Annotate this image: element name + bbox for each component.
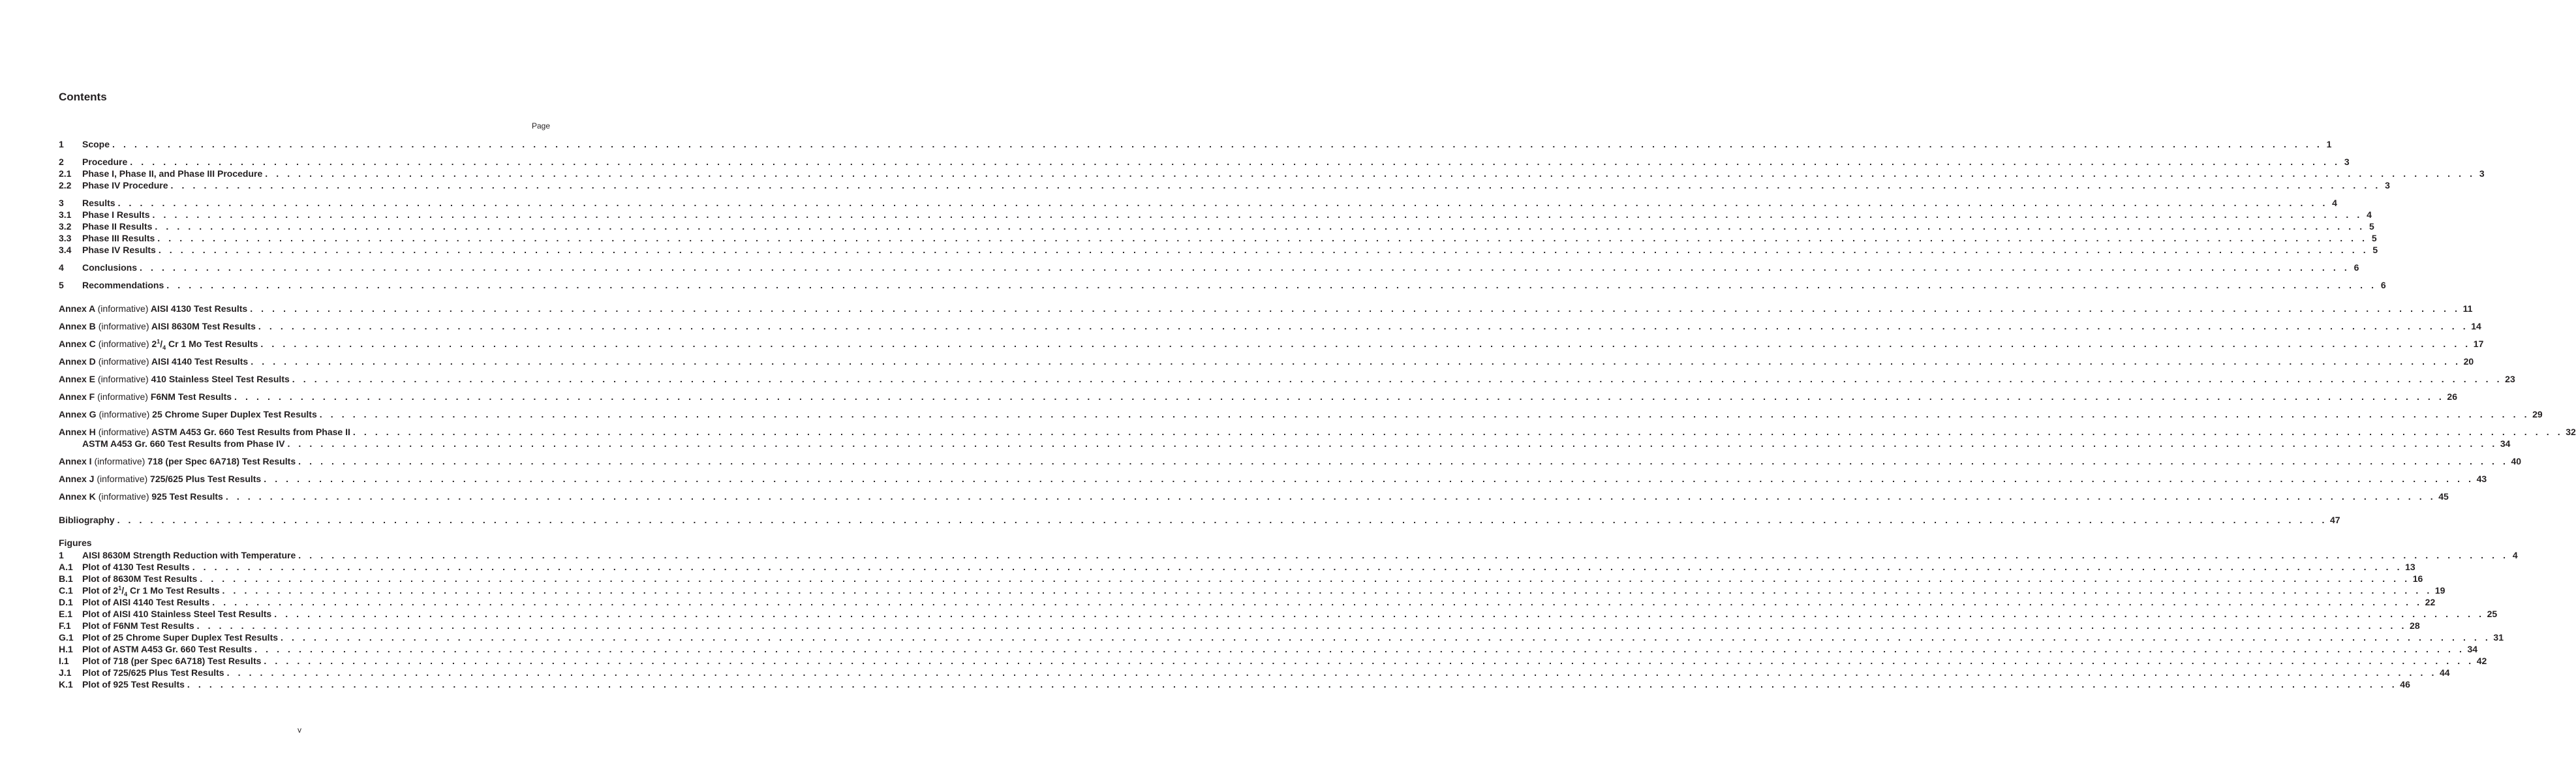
annex-name: Annex D [59,356,96,367]
figure-number: F.1 [59,620,71,631]
figure-number: K.1 [59,679,73,690]
figure-entry[interactable] [59,608,2498,620]
figure-number: I.1 [59,656,69,666]
dot-leader: . . . . . . . . . . . . . . . . . . . . . . . . . . . . . . . . . . . . . . . . . . . . . . . . . . . . . . . . . . . . . . . . . . . . . . . . . . . . . . . . . . . . . . . . . . . . . . . . . . . . . . . . . . . . . . . . . . . . . . . . . . . . . . . . . . . . . . . . . . . . . . . . . . . . . . . . . . . . . . . . . . . . . . . . . . . . . . . . . . . . . . . . . . . . . . . . . . . . . . . . [287,438,2498,449]
dot-leader: . . . . . . . . . . . . . . . . . . . . . . . . . . . . . . . . . . . . . . . . . . . . . . . . . . . . . . . . . . . . . . . . . . . . . . . . . . . . . . . . . . . . . . . . . . . . . . . . . . . . . . . . . . . . . . . . . . . . . . . . . . . . . . . . . . . . . . . . . . . . . . . . . . . . . . . . . . . . . . . . . . . . . . . . . . . . . . . . . . . . . . . . . . . . . . . . . . . . . . . . [170,180,2381,190]
annex-title: AISI 8630M Test Results [151,321,256,331]
annex-label [59,473,261,485]
entry-label: Procedure [82,157,128,167]
figure-title: Cr 1 Mo Test Results [130,585,220,596]
figure-number: D.1 [59,597,73,607]
toc-entry[interactable] [59,168,2485,179]
figure-entry[interactable] [59,678,2410,690]
annex-entry[interactable] [59,391,2457,403]
annex-name: Annex E [59,374,96,384]
annex-informative: (informative) [94,456,146,466]
entry-page: 45 [2438,491,2449,502]
figure-number: H.1 [59,644,73,654]
entry-label: Recommendations [82,280,164,290]
annex-label [82,438,284,449]
figure-number: E.1 [59,609,73,619]
figure-title: Plot of 718 (per Spec 6A718) Test Results [82,656,262,666]
entry-page: 26 [2447,391,2457,402]
annex-title: F6NM Test Results [150,391,232,402]
annex-entry[interactable] [59,455,2522,467]
figure-title: AISI 8630M Strength Reduction with Temperature [82,550,296,560]
annex-label [59,491,223,502]
entry-page: 19 [2434,585,2446,596]
entry-page: 3 [2344,157,2350,167]
figure-entry[interactable] [59,631,2504,643]
dot-leader: . . . . . . . . . . . . . . . . . . . . . . . . . . . . . . . . . . . . . . . . . . . . . . . . . . . . . . . . . . . . . . . . . . . . . . . . . . . . . . . . . . . . . . . . . . . . . . . . . . . . . . . . . . . . . . . . . . . . . . . . . . . . . . . . . . . . . . . . . . . . . . . . . . . . . . . . . . . . . . . . . . . . . . . . . . . . . . . . . . . . . . . . . . . . . . . . . . . . . . . . [254,644,2465,654]
figure-entry[interactable] [59,620,2420,631]
entry-number: 1 [59,139,64,149]
dot-leader: . . . . . . . . . . . . . . . . . . . . . . . . . . . . . . . . . . . . . . . . . . . . . . . . . . . . . . . . . . . . . . . . . . . . . . . . . . . . . . . . . . . . . . . . . . . . . . . . . . . . . . . . . . . . . . . . . . . . . . . . . . . . . . . . . . . . . . . . . . . . . . . . . . . . . . . . . . . . . . . . . . . . . . . . . . . . . . . . . . . . . . . . . . . . . . . . . . . . . . . . [319,409,2530,419]
figure-label [82,549,296,561]
entry-page: 28 [2410,620,2420,631]
dot-leader: . . . . . . . . . . . . . . . . . . . . . . . . . . . . . . . . . . . . . . . . . . . . . . . . . . . . . . . . . . . . . . . . . . . . . . . . . . . . . . . . . . . . . . . . . . . . . . . . . . . . . . . . . . . . . . . . . . . . . . . . . . . . . . . . . . . . . . . . . . . . . . . . . . . . . . . . . . . . . . . . . . . . . . . . . . . . . . . . . . . . . . . . . . . . . . . . . . . . . . . . [192,562,2403,572]
entry-page: 40 [2511,456,2522,466]
entry-label: Results [82,198,115,208]
figure-title: Plot of 25 Chrome Super Duplex Test Results [82,632,279,643]
toc-entry[interactable] [59,156,2350,168]
figure-title: Plot of F6NM Test Results [82,620,194,631]
figure-label [82,667,224,678]
annex-title: Cr 1 Mo Test Results [168,339,258,349]
figure-number: 1 [59,550,64,560]
annex-name: Annex C [59,339,96,349]
figure-number: B.1 [59,573,73,584]
annex-title: 925 Test Results [151,491,223,502]
figure-entry[interactable] [59,585,2446,598]
entry-label: Conclusions [82,262,138,273]
dot-leader: . . . . . . . . . . . . . . . . . . . . . . . . . . . . . . . . . . . . . . . . . . . . . . . . . . . . . . . . . . . . . . . . . . . . . . . . . . . . . . . . . . . . . . . . . . . . . . . . . . . . . . . . . . . . . . . . . . . . . . . . . . . . . . . . . . . . . . . . . . . . . . . . . . . . . . . . . . . . . . . . . . . . . . . . . . . . . . . . . . . . . . . . . . . . . . . . . . . . . . . . [352,427,2564,437]
entry-label: Phase I, Phase II, and Phase III Procedure [82,168,263,179]
dot-leader: . . . . . . . . . . . . . . . . . . . . . . . . . . . . . . . . . . . . . . . . . . . . . . . . . . . . . . . . . . . . . . . . . . . . . . . . . . . . . . . . . . . . . . . . . . . . . . . . . . . . . . . . . . . . . . . . . . . . . . . . . . . . . . . . . . . . . . . . . . . . . . . . . . . . . . . . . . . . . . . . . . . . . . . . . . . . . . . . . . . . . . . . . . . . . . . . . . . . . . . . [157,233,2368,243]
annex-entry[interactable] [59,320,2481,332]
entry-number: 3 [59,198,64,208]
entry-label: Phase I Results [82,209,150,220]
entry-page: 44 [2439,667,2450,678]
entry-page: 5 [2372,245,2378,255]
fraction-numerator: 1 [118,585,122,592]
annex-informative: (informative) [98,427,149,437]
fraction-numerator: 1 [157,338,161,345]
annex-label [59,338,258,350]
dot-leader: . . . . . . . . . . . . . . . . . . . . . . . . . . . . . . . . . . . . . . . . . . . . . . . . . . . . . . . . . . . . . . . . . . . . . . . . . . . . . . . . . . . . . . . . . . . . . . . . . . . . . . . . . . . . . . . . . . . . . . . . . . . . . . . . . . . . . . . . . . . . . . . . . . . . . . . . . . . . . . . . . . . . . . . . . . . . . . . . . . . . . . . . . . . . . . . . . . . . . . . . [260,339,2471,349]
title-fraction-whole: 2 [151,339,157,349]
dot-leader: . . . . . . . . . . . . . . . . . . . . . . . . . . . . . . . . . . . . . . . . . . . . . . . . . . . . . . . . . . . . . . . . . . . . . . . . . . . . . . . . . . . . . . . . . . . . . . . . . . . . . . . . . . . . . . . . . . . . . . . . . . . . . . . . . . . . . . . . . . . . . . . . . . . . . . . . . . . . . . . . . . . . . . . . . . . . . . . . . . . . . . . . . . . . . . . . . . . . . . . . [187,679,2398,690]
annex-name: Annex B [59,321,96,331]
dot-leader: . . . . . . . . . . . . . . . . . . . . . . . . . . . . . . . . . . . . . . . . . . . . . . . . . . . . . . . . . . . . . . . . . . . . . . . . . . . . . . . . . . . . . . . . . . . . . . . . . . . . . . . . . . . . . . . . . . . . . . . . . . . . . . . . . . . . . . . . . . . . . . . . . . . . . . . . . . . . . . . . . . . . . . . . . . . . . . . . . . . . . . . . . . . . . . . . . . . . . . . . [212,597,2423,607]
figure-number: A.1 [59,562,73,572]
annex-entry[interactable] [59,303,2473,314]
dot-leader: . . . . . . . . . . . . . . . . . . . . . . . . . . . . . . . . . . . . . . . . . . . . . . . . . . . . . . . . . . . . . . . . . . . . . . . . . . . . . . . . . . . . . . . . . . . . . . . . . . . . . . . . . . . . . . . . . . . . . . . . . . . . . . . . . . . . . . . . . . . . . . . . . . . . . . . . . . . . . . . . . . . . . . . . . . . . . . . . . . . . . . . . . . . . . . . . . . . . . . . . [265,168,2476,179]
entry-number: 4 [59,262,64,273]
annex-label [59,320,256,332]
annex-label [59,303,247,314]
figure-number: C.1 [59,585,73,596]
annex-informative: (informative) [97,374,149,384]
figures-heading: Figures [59,538,92,548]
annex-name: Annex A [59,303,95,314]
figure-entry[interactable] [59,655,2487,667]
page-folio: v [298,725,301,735]
annex-entry[interactable] [59,408,2543,420]
figure-label [82,585,219,596]
entry-page: 34 [2500,438,2511,449]
figure-label [82,608,271,620]
entry-page: 3 [2385,180,2390,190]
toc-entry[interactable] [59,220,2374,232]
figure-entry[interactable] [59,667,2450,678]
entry-page: 13 [2405,562,2415,572]
entry-number: 2.2 [59,180,72,190]
figure-entry[interactable] [59,549,2518,561]
dot-leader: . . . . . . . . . . . . . . . . . . . . . . . . . . . . . . . . . . . . . . . . . . . . . . . . . . . . . . . . . . . . . . . . . . . . . . . . . . . . . . . . . . . . . . . . . . . . . . . . . . . . . . . . . . . . . . . . . . . . . . . . . . . . . . . . . . . . . . . . . . . . . . . . . . . . . . . . . . . . . . . . . . . . . . . . . . . . . . . . . . . . . . . . . . . . . . . . . . . . . . . . [274,609,2485,619]
annex-informative: (informative) [98,321,149,331]
annex-entry[interactable] [59,338,2484,351]
fraction-denominator: 4 [124,590,128,598]
entry-page: 4 [2332,198,2337,208]
dot-leader: . . . . . . . . . . . . . . . . . . . . . . . . . . . . . . . . . . . . . . . . . . . . . . . . . . . . . . . . . . . . . . . . . . . . . . . . . . . . . . . . . . . . . . . . . . . . . . . . . . . . . . . . . . . . . . . . . . . . . . . . . . . . . . . . . . . . . . . . . . . . . . . . . . . . . . . . . . . . . . . . . . . . . . . . . . . . . . . . . . . . . . . . . . . . . . . . . . . . . . . . [222,585,2432,596]
annex-title: AISI 4130 Test Results [150,303,248,314]
annex-name: Annex G [59,409,97,419]
annex-informative: (informative) [98,491,149,502]
entry-label: Phase IV Procedure [82,180,168,190]
entry-page: 29 [2532,409,2543,419]
annex-informative: (informative) [97,474,148,484]
annex-title: 25 Chrome Super Duplex Test Results [152,409,317,419]
annex-name: Annex F [59,391,95,402]
entry-page: 4 [2512,550,2518,560]
dot-leader: . . . . . . . . . . . . . . . . . . . . . . . . . . . . . . . . . . . . . . . . . . . . . . . . . . . . . . . . . . . . . . . . . . . . . . . . . . . . . . . . . . . . . . . . . . . . . . . . . . . . . . . . . . . . . . . . . . . . . . . . . . . . . . . . . . . . . . . . . . . . . . . . . . . . . . . . . . . . . . . . . . . . . . . . . . . . . . . . . . . . . . . . . . . . . . . . . . . . . . . . [158,245,2369,255]
entry-page: 6 [2380,280,2386,290]
annex-label [59,426,350,438]
dot-leader: . . . . . . . . . . . . . . . . . . . . . . . . . . . . . . . . . . . . . . . . . . . . . . . . . . . . . . . . . . . . . . . . . . . . . . . . . . . . . . . . . . . . . . . . . . . . . . . . . . . . . . . . . . . . . . . . . . . . . . . . . . . . . . . . . . . . . . . . . . . . . . . . . . . . . . . . . . . . . . . . . . . . . . . . . . . . . . . . . . . . . . . . . . . . . . . . . . . . . . . . [200,573,2410,584]
label-prefix: Plot of 2 [82,585,119,596]
annex-informative: (informative) [99,409,150,419]
dot-leader: . . . . . . . . . . . . . . . . . . . . . . . . . . . . . . . . . . . . . . . . . . . . . . . . . . . . . . . . . . . . . . . . . . . . . . . . . . . . . . . . . . . . . . . . . . . . . . . . . . . . . . . . . . . . . . . . . . . . . . . . . . . . . . . . . . . . . . . . . . . . . . . . . . . . . . . . . . . . . . . . . . . . . . . . . . . . . . . . . . . . . . . . . . . . . . . . . . . . . . . . [152,209,2363,220]
fraction-slash: / [160,339,163,349]
dot-leader: . . . . . . . . . . . . . . . . . . . . . . . . . . . . . . . . . . . . . . . . . . . . . . . . . . . . . . . . . . . . . . . . . . . . . . . . . . . . . . . . . . . . . . . . . . . . . . . . . . . . . . . . . . . . . . . . . . . . . . . . . . . . . . . . . . . . . . . . . . . . . . . . . . . . . . . . . . . . . . . . . . . . . . . . . . . . . . . . . . . . . . . . . . . . . . . . . . . . . . . . [117,515,2327,525]
entry-number: 3.2 [59,221,72,232]
entry-label: Phase II Results [82,221,153,232]
entry-page: 17 [2473,339,2484,349]
annex-name: Annex J [59,474,95,484]
annex-name: Annex K [59,491,96,502]
toc-entry[interactable] [59,138,2332,150]
entry-page: 42 [2476,656,2487,666]
toc-entry[interactable] [59,209,2372,220]
entry-page: 34 [2467,644,2478,654]
entry-page: 46 [2400,679,2410,690]
annex-entry[interactable] [59,356,2474,367]
annex-informative: (informative) [97,303,149,314]
annex-entry[interactable] [59,426,2576,438]
figure-label [82,573,197,585]
dot-leader: . . . . . . . . . . . . . . . . . . . . . . . . . . . . . . . . . . . . . . . . . . . . . . . . . . . . . . . . . . . . . . . . . . . . . . . . . . . . . . . . . . . . . . . . . . . . . . . . . . . . . . . . . . . . . . . . . . . . . . . . . . . . . . . . . . . . . . . . . . . . . . . . . . . . . . . . . . . . . . . . . . . . . . . . . . . . . . . . . . . . . . . . . . . . . . . . . . . . . . . . [251,356,2461,367]
figure-entry[interactable] [59,643,2478,655]
dot-leader: . . . . . . . . . . . . . . . . . . . . . . . . . . . . . . . . . . . . . . . . . . . . . . . . . . . . . . . . . . . . . . . . . . . . . . . . . . . . . . . . . . . . . . . . . . . . . . . . . . . . . . . . . . . . . . . . . . . . . . . . . . . . . . . . . . . . . . . . . . . . . . . . . . . . . . . . . . . . . . . . . . . . . . . . . . . . . . . . . . . . . . . . . . . . . . . . . . . . . . . . [292,374,2503,384]
entry-page: 11 [2462,303,2473,314]
annex-label [59,408,317,420]
bibliography-entry[interactable] [59,514,2340,526]
entry-label: Scope [82,139,110,149]
dot-leader: . . . . . . . . . . . . . . . . . . . . . . . . . . . . . . . . . . . . . . . . . . . . . . . . . . . . . . . . . . . . . . . . . . . . . . . . . . . . . . . . . . . . . . . . . . . . . . . . . . . . . . . . . . . . . . . . . . . . . . . . . . . . . . . . . . . . . . . . . . . . . . . . . . . . . . . . . . . . . . . . . . . . . . . . . . . . . . . . . . . . . . . . . . . . . . . . . . . . . . . . [264,656,2474,666]
annex-entry[interactable] [59,473,2487,485]
figure-label [82,643,252,655]
annex-informative: (informative) [97,391,148,402]
annex-name: Annex H [59,427,96,437]
annex-title: ASTM A453 Gr. 660 Test Results from Phase IV [82,438,285,449]
figure-entry[interactable] [59,561,2415,573]
dot-leader: . . . . . . . . . . . . . . . . . . . . . . . . . . . . . . . . . . . . . . . . . . . . . . . . . . . . . . . . . . . . . . . . . . . . . . . . . . . . . . . . . . . . . . . . . . . . . . . . . . . . . . . . . . . . . . . . . . . . . . . . . . . . . . . . . . . . . . . . . . . . . . . . . . . . . . . . . . . . . . . . . . . . . . . . . . . . . . . . . . . . . . . . . . . . . . . . . . . . . . . . [250,303,2461,314]
dot-leader: . . . . . . . . . . . . . . . . . . . . . . . . . . . . . . . . . . . . . . . . . . . . . . . . . . . . . . . . . . . . . . . . . . . . . . . . . . . . . . . . . . . . . . . . . . . . . . . . . . . . . . . . . . . . . . . . . . . . . . . . . . . . . . . . . . . . . . . . . . . . . . . . . . . . . . . . . . . . . . . . . . . . . . . . . . . . . . . . . . . . . . . . . . . . . . . . . . . . . . . . [264,474,2474,484]
entry-number: 3.1 [59,209,72,220]
entry-page: 16 [2412,573,2423,584]
page-column-header: Page [531,121,550,130]
entry-page: 32 [2566,427,2576,437]
entry-page: 43 [2476,474,2487,484]
entry-number: 2 [59,157,64,167]
dot-leader: . . . . . . . . . . . . . . . . . . . . . . . . . . . . . . . . . . . . . . . . . . . . . . . . . . . . . . . . . . . . . . . . . . . . . . . . . . . . . . . . . . . . . . . . . . . . . . . . . . . . . . . . . . . . . . . . . . . . . . . . . . . . . . . . . . . . . . . . . . . . . . . . . . . . . . . . . . . . . . . . . . . . . . . . . . . . . . . . . . . . . . . . . . . . . . . . . . . . . . . . [196,620,2408,631]
annex-name: Annex I [59,456,92,466]
entry-label: Phase III Results [82,233,155,243]
toc-entry[interactable] [59,262,2359,273]
entry-page: 1 [2326,139,2332,149]
annex-title: 410 Stainless Steel Test Results [151,374,290,384]
entry-number: 3.4 [59,245,72,255]
figure-label [82,561,190,573]
fraction-denominator: 4 [162,344,166,351]
figure-number: G.1 [59,632,74,643]
figure-title: Plot of 925 Test Results [82,679,185,690]
figure-number: J.1 [59,667,72,678]
entry-page: 5 [2369,221,2374,232]
fraction-slash: / [121,585,125,596]
figure-label [82,631,278,643]
entry-page: 4 [2367,209,2372,220]
figure-label [82,655,261,667]
entry-number: 2.1 [59,168,72,179]
figure-entry[interactable] [59,573,2423,585]
figure-label [82,678,185,690]
figure-title: Plot of 725/625 Plus Test Results [82,667,224,678]
annex-title: 718 (per Spec 6A718) Test Results [147,456,296,466]
dot-leader: . . . . . . . . . . . . . . . . . . . . . . . . . . . . . . . . . . . . . . . . . . . . . . . . . . . . . . . . . . . . . . . . . . . . . . . . . . . . . . . . . . . . . . . . . . . . . . . . . . . . . . . . . . . . . . . . . . . . . . . . . . . . . . . . . . . . . . . . . . . . . . . . . . . . . . . . . . . . . . . . . . . . . . . . . . . . . . . . . . . . . . . . . . . . . . . . . . . . . . . . [281,632,2491,643]
entry-label: Bibliography [59,515,115,525]
dot-leader: . . . . . . . . . . . . . . . . . . . . . . . . . . . . . . . . . . . . . . . . . . . . . . . . . . . . . . . . . . . . . . . . . . . . . . . . . . . . . . . . . . . . . . . . . . . . . . . . . . . . . . . . . . . . . . . . . . . . . . . . . . . . . . . . . . . . . . . . . . . . . . . . . . . . . . . . . . . . . . . . . . . . . . . . . . . . . . . . . . . . . . . . . . . . . . . . . . . . . . . . [140,262,2350,273]
dot-leader: . . . . . . . . . . . . . . . . . . . . . . . . . . . . . . . . . . . . . . . . . . . . . . . . . . . . . . . . . . . . . . . . . . . . . . . . . . . . . . . . . . . . . . . . . . . . . . . . . . . . . . . . . . . . . . . . . . . . . . . . . . . . . . . . . . . . . . . . . . . . . . . . . . . . . . . . . . . . . . . . . . . . . . . . . . . . . . . . . . . . . . . . . . . . . . . . . . . . . . . . [130,157,2340,167]
annex-informative: (informative) [98,339,149,349]
annex-title: AISI 4140 Test Results [151,356,249,367]
toc-entry[interactable] [59,179,2390,191]
dot-leader: . . . . . . . . . . . . . . . . . . . . . . . . . . . . . . . . . . . . . . . . . . . . . . . . . . . . . . . . . . . . . . . . . . . . . . . . . . . . . . . . . . . . . . . . . . . . . . . . . . . . . . . . . . . . . . . . . . . . . . . . . . . . . . . . . . . . . . . . . . . . . . . . . . . . . . . . . . . . . . . . . . . . . . . . . . . . . . . . . . . . . . . . . . . . . . . . . . . . . . . . [117,198,2328,208]
figure-entry[interactable] [59,596,2436,608]
entry-page: 3 [2479,168,2485,179]
dot-leader: . . . . . . . . . . . . . . . . . . . . . . . . . . . . . . . . . . . . . . . . . . . . . . . . . . . . . . . . . . . . . . . . . . . . . . . . . . . . . . . . . . . . . . . . . . . . . . . . . . . . . . . . . . . . . . . . . . . . . . . . . . . . . . . . . . . . . . . . . . . . . . . . . . . . . . . . . . . . . . . . . . . . . . . . . . . . . . . . . . . . . . . . . . . . . . . . . . . . . . . . [234,391,2445,402]
dot-leader: . . . . . . . . . . . . . . . . . . . . . . . . . . . . . . . . . . . . . . . . . . . . . . . . . . . . . . . . . . . . . . . . . . . . . . . . . . . . . . . . . . . . . . . . . . . . . . . . . . . . . . . . . . . . . . . . . . . . . . . . . . . . . . . . . . . . . . . . . . . . . . . . . . . . . . . . . . . . . . . . . . . . . . . . . . . . . . . . . . . . . . . . . . . . . . . . . . . . . . . . [166,280,2377,290]
annex-entry[interactable] [59,373,2515,385]
entry-page: 22 [2425,597,2436,607]
entry-label: Phase IV Results [82,245,156,255]
entry-page: 47 [2329,515,2340,525]
figure-label [82,596,209,608]
annex-label [59,391,232,403]
entry-page: 5 [2371,233,2377,243]
annex-subentry[interactable] [82,438,2511,449]
page-title: Contents [59,91,107,103]
entry-page: 20 [2463,356,2474,367]
entry-page: 6 [2354,262,2359,273]
entry-page: 14 [2471,321,2481,331]
dot-leader: . . . . . . . . . . . . . . . . . . . . . . . . . . . . . . . . . . . . . . . . . . . . . . . . . . . . . . . . . . . . . . . . . . . . . . . . . . . . . . . . . . . . . . . . . . . . . . . . . . . . . . . . . . . . . . . . . . . . . . . . . . . . . . . . . . . . . . . . . . . . . . . . . . . . . . . . . . . . . . . . . . . . . . . . . . . . . . . . . . . . . . . . . . . . . . . . . . . . . . . . [258,321,2469,331]
annex-entry[interactable] [59,491,2449,502]
annex-label [59,455,296,467]
entry-number: 3.3 [59,233,72,243]
annex-label [59,373,290,385]
entry-page: 25 [2487,609,2498,619]
entry-page: 31 [2493,632,2504,643]
annex-label [59,356,248,367]
figure-title: Plot of AISI 410 Stainless Steel Test Results [82,609,272,619]
entry-page: 23 [2505,374,2515,384]
toc-entry[interactable] [59,232,2377,244]
annex-title: 725/625 Plus Test Results [150,474,262,484]
figure-title: Plot of ASTM A453 Gr. 660 Test Results [82,644,253,654]
figure-title: Plot of 8630M Test Results [82,573,198,584]
dot-leader: . . . . . . . . . . . . . . . . . . . . . . . . . . . . . . . . . . . . . . . . . . . . . . . . . . . . . . . . . . . . . . . . . . . . . . . . . . . . . . . . . . . . . . . . . . . . . . . . . . . . . . . . . . . . . . . . . . . . . . . . . . . . . . . . . . . . . . . . . . . . . . . . . . . . . . . . . . . . . . . . . . . . . . . . . . . . . . . . . . . . . . . . . . . . . . . . . . . . . . . . [112,139,2323,149]
figure-title: Plot of AISI 4140 Test Results [82,597,210,607]
toc-entry[interactable] [59,197,2337,209]
dot-leader: . . . . . . . . . . . . . . . . . . . . . . . . . . . . . . . . . . . . . . . . . . . . . . . . . . . . . . . . . . . . . . . . . . . . . . . . . . . . . . . . . . . . . . . . . . . . . . . . . . . . . . . . . . . . . . . . . . . . . . . . . . . . . . . . . . . . . . . . . . . . . . . . . . . . . . . . . . . . . . . . . . . . . . . . . . . . . . . . . . . . . . . . . . . . . . . . . . . . . . . . [298,456,2509,466]
annex-informative: (informative) [98,356,149,367]
entry-number: 5 [59,280,64,290]
dot-leader: . . . . . . . . . . . . . . . . . . . . . . . . . . . . . . . . . . . . . . . . . . . . . . . . . . . . . . . . . . . . . . . . . . . . . . . . . . . . . . . . . . . . . . . . . . . . . . . . . . . . . . . . . . . . . . . . . . . . . . . . . . . . . . . . . . . . . . . . . . . . . . . . . . . . . . . . . . . . . . . . . . . . . . . . . . . . . . . . . . . . . . . . . . . . . . . . . . . . . . . . [225,491,2436,502]
figure-title: Plot of 4130 Test Results [82,562,190,572]
dot-leader: . . . . . . . . . . . . . . . . . . . . . . . . . . . . . . . . . . . . . . . . . . . . . . . . . . . . . . . . . . . . . . . . . . . . . . . . . . . . . . . . . . . . . . . . . . . . . . . . . . . . . . . . . . . . . . . . . . . . . . . . . . . . . . . . . . . . . . . . . . . . . . . . . . . . . . . . . . . . . . . . . . . . . . . . . . . . . . . . . . . . . . . . . . . . . . . . . . . . . . . . [155,221,2365,232]
dot-leader: . . . . . . . . . . . . . . . . . . . . . . . . . . . . . . . . . . . . . . . . . . . . . . . . . . . . . . . . . . . . . . . . . . . . . . . . . . . . . . . . . . . . . . . . . . . . . . . . . . . . . . . . . . . . . . . . . . . . . . . . . . . . . . . . . . . . . . . . . . . . . . . . . . . . . . . . . . . . . . . . . . . . . . . . . . . . . . . . . . . . . . . . . . . . . . . . . . . . . . . . [226,667,2437,678]
toc-entry[interactable] [59,279,2386,291]
figure-label [82,620,194,631]
toc-entry[interactable] [59,244,2378,256]
annex-title: ASTM A453 Gr. 660 Test Results from Phase II [151,427,350,437]
dot-leader: . . . . . . . . . . . . . . . . . . . . . . . . . . . . . . . . . . . . . . . . . . . . . . . . . . . . . . . . . . . . . . . . . . . . . . . . . . . . . . . . . . . . . . . . . . . . . . . . . . . . . . . . . . . . . . . . . . . . . . . . . . . . . . . . . . . . . . . . . . . . . . . . . . . . . . . . . . . . . . . . . . . . . . . . . . . . . . . . . . . . . . . . . . . . . . . . . . . . . . . . [298,550,2509,560]
